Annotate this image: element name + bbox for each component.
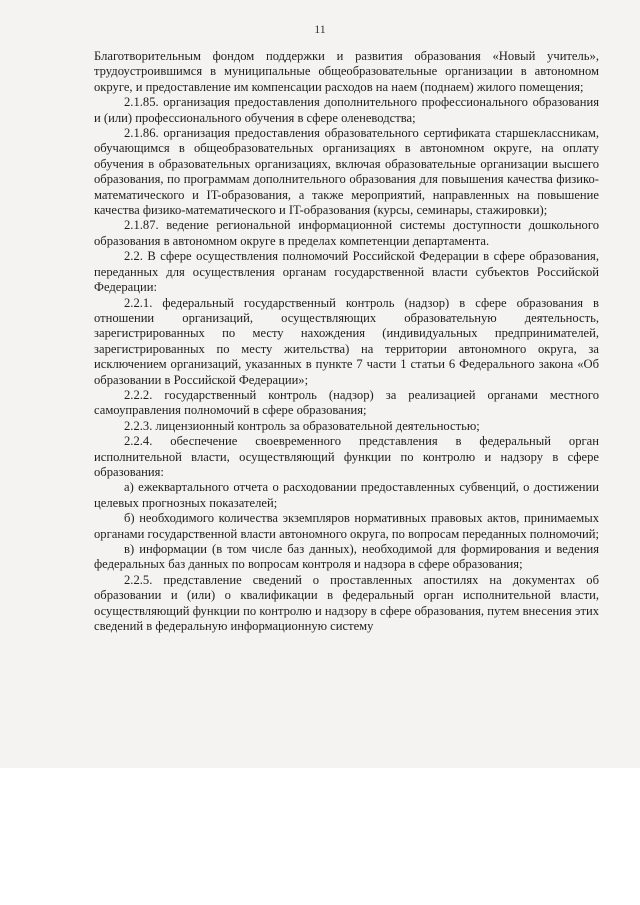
paragraph-2-1-85: 2.1.85. организация предоставления дополнительного профессионального образования и (или) профессионального обучения в сфере оленеводства; — [94, 95, 599, 125]
paragraph-2-1-86: 2.1.86. организация предоставления образовательного сертификата старшеклассникам, обучающимся в общеобразовательных организациях в автономном округе, на оплату обучения в образовательных организациях, включая образовательные организации высшего образования, по программам дополнительного образования для повышения качества физико-математического и IT-образования, а также мероприятий, направленных на повышение качества физико-математического и IT-образования (курсы, семинары, стажировки); — [94, 126, 599, 218]
paragraph-2-2-4: 2.2.4. обеспечение своевременного представления в федеральный орган исполнительной власти, осуществляющий функции по контролю и надзору в сфере образования: — [94, 434, 599, 479]
paragraph-2-1-87: 2.1.87. ведение региональной информационной системы доступности дошкольного образования в автономном округе в пределах компетенции департамента. — [94, 218, 599, 248]
document-body — [94, 49, 599, 634]
paragraph-2-2-5: 2.2.5. представление сведений о проставленных апостилях на документах об образовании и (или) о квалификации в федеральный орган исполнительной власти, осуществляющий функции по контролю и надзору в сфере образования, путем внесения этих сведений в федеральную информационную систему — [94, 572, 599, 634]
paragraph-item-a: а) ежеквартального отчета о расходовании предоставленных субвенций, о достижении целевых прогнозных показателей; — [94, 480, 599, 510]
paragraph-2-2-2: 2.2.2. государственный контроль (надзор) за реализацией органами местного самоуправления полномочий в сфере образования; — [94, 387, 599, 418]
paragraph-item-v: в) информации (в том числе баз данных), необходимой для формирования и ведения федеральных баз данных по вопросам контроля и надзора в сфере образования; — [94, 542, 599, 572]
paragraph-2-2-1: 2.2.1. федеральный государственный контроль (надзор) в сфере образования в отношении организаций, осуществляющих образовательную деятельность, зарегистрированных по месту нахождения (индивидуальных предпринимателей, зарегистрированных по месту жительства) на территории автономного округа, за исключением организаций, указанных в пункте 7 части 1 статьи 6 Федерального закона «Об образовании в Российской Федерации»; — [94, 295, 599, 387]
paragraph-2-2: 2.2. В сфере осуществления полномочий Российской Федерации в сфере образования, переданных для осуществления органам государственной власти субъектов Российской Федерации: — [94, 249, 599, 295]
page-number: 11 — [314, 22, 326, 36]
paragraph-2-2-3: 2.2.3. лицензионный контроль за образовательной деятельностью; — [124, 418, 480, 433]
paragraph-1: Благотворительным фондом поддержки и развития образования «Новый учитель», трудоустроившимся в муниципальные общеобразовательные организации в автономном округе, и предоставление им компенсации расходов на наем (поднаем) жилого помещения; — [94, 49, 599, 94]
paragraph-item-b: б) необходимого количества экземпляров нормативных правовых актов, принимаемых органами государственной власти автономного округа, по вопросам переданных полномочий; — [94, 511, 600, 541]
